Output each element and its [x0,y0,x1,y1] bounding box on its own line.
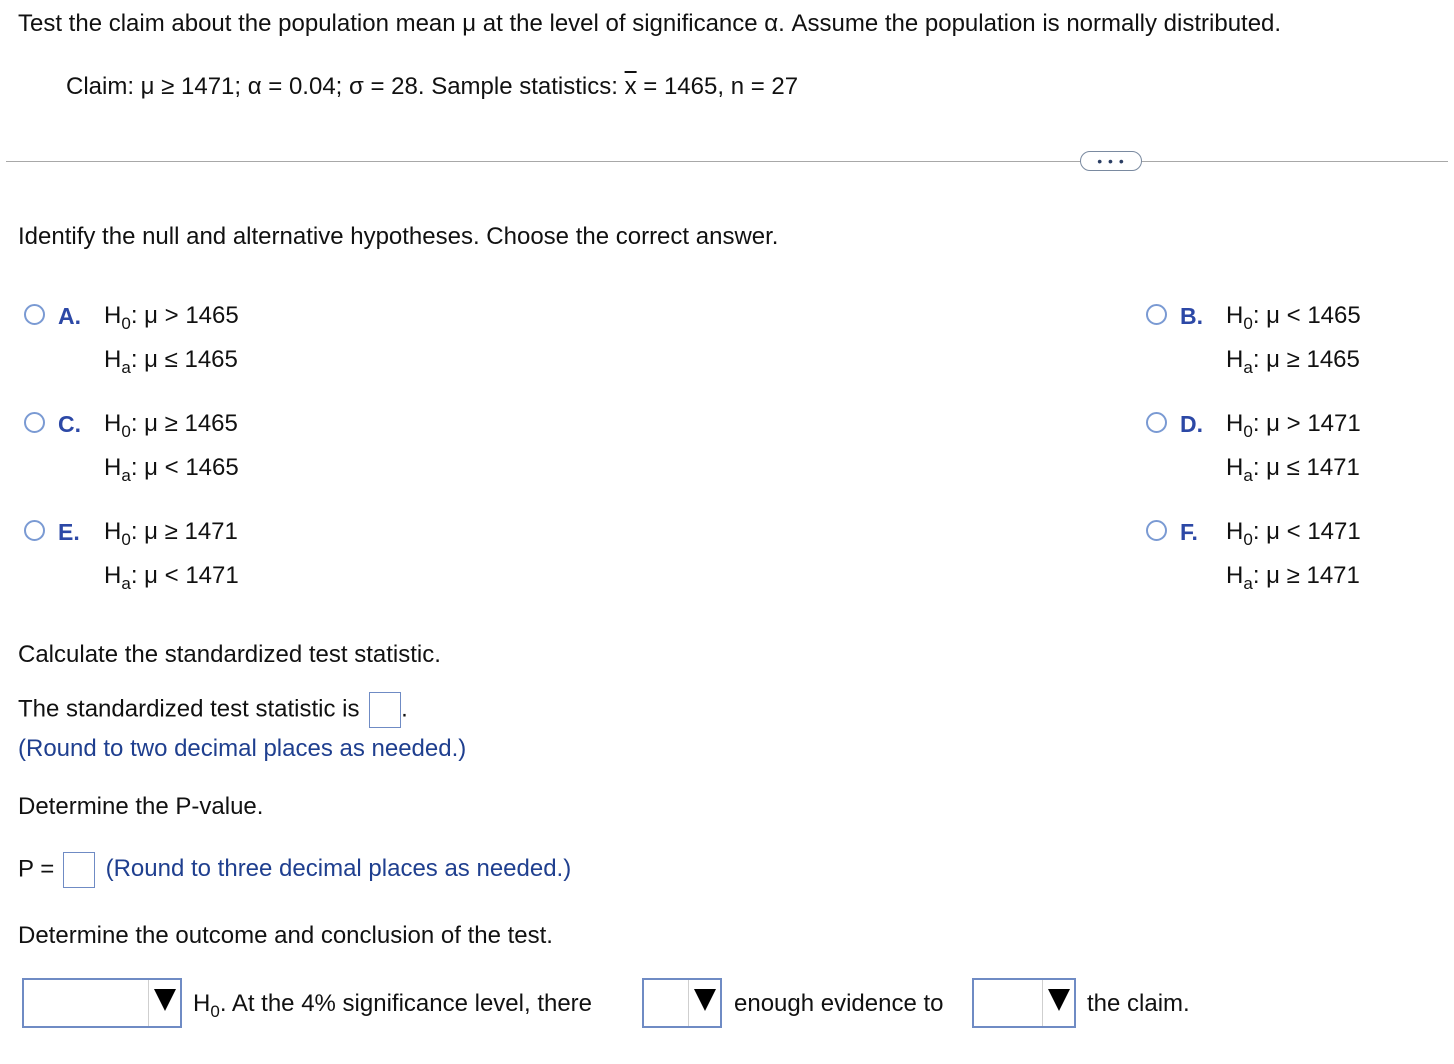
option-f-radio[interactable] [1146,520,1167,541]
xbar-symbol: $\overline{x}$ [624,73,637,100]
option-b-letter: B. [1180,303,1203,329]
option-c-letter: C. [58,411,81,437]
option-e-hypotheses: $H_0$: μ ≥ 1471 $H_a$: μ < 1471 [104,518,239,593]
test-statistic-input[interactable] [369,692,401,728]
conclusion-text-1-body: . At the 4% significance level, there [219,990,593,1017]
test-statistic-row [18,692,408,728]
option-b-h0: : μ < 1465 [1252,302,1361,329]
option-a-hypotheses: $H_0$: μ > 1465 $H_a$: μ ≤ 1465 [104,302,239,377]
test-statistic-hint: (Round to two decimal places as needed.) [18,735,467,762]
option-a-h0: : μ > 1465 [130,302,239,329]
dropdown-arrow-icon [154,989,176,1011]
option-d-hypotheses: $H_0$: μ > 1471 $H_a$: μ ≤ 1471 [1226,410,1361,485]
p-value-input[interactable] [63,852,95,888]
test-statistic-heading: Calculate the standardized test statistic. [18,641,441,668]
option-b-hypotheses: $H_0$: μ < 1465 $H_a$: μ ≥ 1465 [1226,302,1361,377]
p-value-hint: (Round to three decimal places as needed.) [105,855,572,883]
option-c-hypotheses: $H_0$: μ ≥ 1465 $H_a$: μ < 1465 [104,410,239,485]
sample-stats-text: = 1465, n = 27 [636,73,799,100]
option-d-radio[interactable] [1146,412,1167,433]
p-value-heading: Determine the P-value. [18,793,264,820]
option-b[interactable] [1146,302,1361,382]
option-c-ha: : μ < 1465 [130,454,239,481]
option-e-ha: : μ < 1471 [130,562,239,589]
option-c-h0: : μ ≥ 1465 [130,410,238,437]
option-f-letter: F. [1180,519,1198,545]
hypotheses-instruction: Identify the null and alternative hypotheses. Choose the correct answer. [18,223,779,250]
problem-claim [66,73,798,101]
option-b-ha: : μ ≥ 1465 [1252,346,1360,373]
dropdown-arrow-icon [1048,989,1070,1011]
claim-action-select-divider [1042,980,1043,1026]
outcome-select-divider [148,980,149,1026]
conclusion-heading: Determine the outcome and conclusion of the test. [18,922,553,949]
option-c[interactable] [24,410,239,490]
evidence-select[interactable] [642,978,722,1028]
option-e-radio[interactable] [24,520,45,541]
option-d-ha: : μ ≤ 1471 [1252,454,1360,481]
option-e-letter: E. [58,519,80,545]
option-a-ha: : μ ≤ 1465 [130,346,238,373]
option-a-radio[interactable] [24,304,45,325]
claim-action-select[interactable] [972,978,1076,1028]
conclusion-text-3: the claim. [1087,990,1190,1017]
p-value-row [18,852,571,888]
outcome-select[interactable] [22,978,182,1028]
claim-text: Claim: μ ≥ 1471; α = 0.04; σ = 28. Sample statistics: [66,73,625,100]
option-f[interactable] [1146,518,1361,598]
option-a[interactable] [24,302,239,382]
period-text: . [401,695,408,723]
problem-prompt: Test the claim about the population mean μ at the level of significance α. Assume the population is normally distributed. [18,10,1282,37]
dropdown-arrow-icon [694,989,716,1011]
option-d[interactable] [1146,410,1361,490]
option-f-h0: : μ < 1471 [1252,518,1361,545]
test-statistic-sentence: The standardized test statistic is [18,695,360,723]
conclusion-text-1: $H_0$. At the 4% significance level, there [193,990,593,1021]
option-a-letter: A. [58,303,81,329]
option-e[interactable] [24,518,239,598]
section-divider [6,161,1448,162]
option-c-radio[interactable] [24,412,45,433]
h0-subscript: 0 [210,1002,220,1021]
p-value-label: P = [18,855,55,883]
option-f-hypotheses: $H_0$: μ < 1471 $H_a$: μ ≥ 1471 [1226,518,1361,593]
conclusion-text-2: enough evidence to [734,990,944,1017]
option-e-h0: : μ ≥ 1471 [130,518,238,545]
option-d-h0: : μ > 1471 [1252,410,1361,437]
more-button[interactable]: • • • [1080,151,1142,171]
evidence-select-divider [688,980,689,1026]
option-f-ha: : μ ≥ 1471 [1252,562,1360,589]
option-b-radio[interactable] [1146,304,1167,325]
option-d-letter: D. [1180,411,1203,437]
